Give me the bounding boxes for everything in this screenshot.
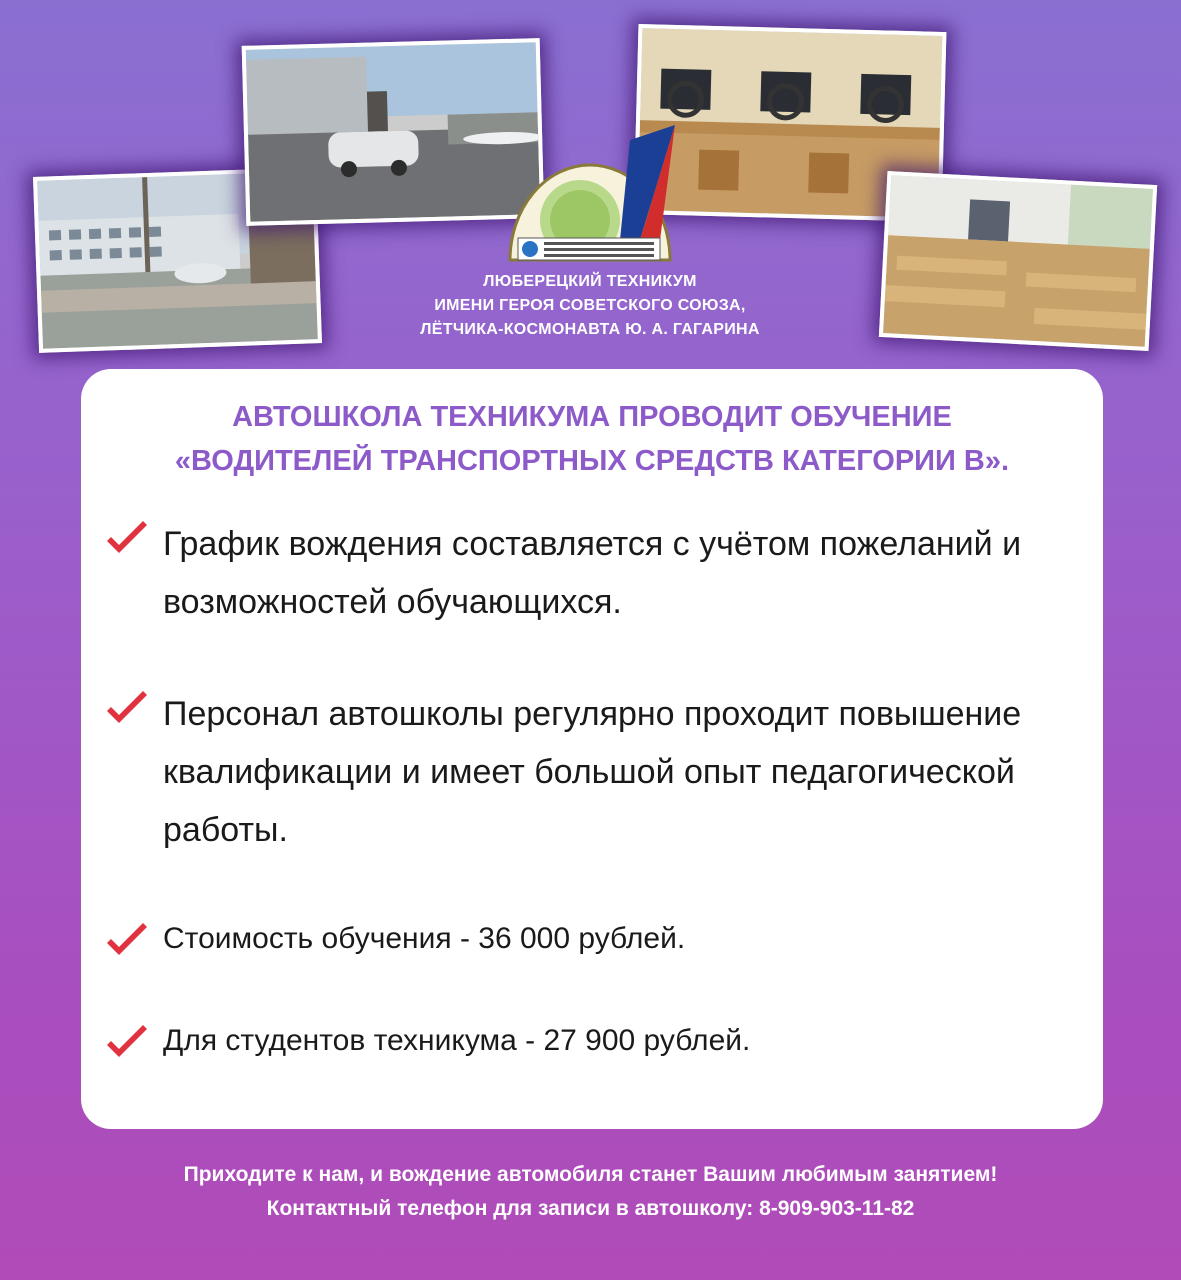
checkmark-icon bbox=[103, 921, 151, 963]
bullet-text bbox=[163, 685, 1083, 859]
parking-lot-car-photo bbox=[242, 38, 545, 226]
college-name-line: ЛЮБЕРЕЦКИЙ ТЕХНИКУМ bbox=[483, 273, 697, 290]
college-name-line: ИМЕНИ ГЕРОЯ СОВЕТСКОГО СОЮЗА, bbox=[434, 297, 746, 314]
college-name-line: ЛЁТЧИКА-КОСМОНАВТА Ю. А. ГАГАРИНА bbox=[420, 321, 760, 338]
card-heading-line: АВТОШКОЛА ТЕХНИКУМА ПРОВОДИТ ОБУЧЕНИЕ bbox=[232, 401, 952, 433]
card-heading-line: «ВОДИТЕЛЕЙ ТРАНСПОРТНЫХ СРЕДСТВ КАТЕГОРИИ В». bbox=[174, 445, 1010, 477]
bullet-text bbox=[163, 1019, 1083, 1063]
footer-contact-phone: Контактный телефон для записи в автошколу: 8-909-903-11-82 bbox=[266, 1197, 915, 1220]
footer bbox=[0, 1158, 1181, 1226]
bullet-line: Для студентов техникума - 27 900 рублей. bbox=[163, 1024, 751, 1057]
bullet-line: возможностей обучающихся. bbox=[163, 583, 622, 621]
college-name bbox=[330, 270, 850, 342]
bullet-text bbox=[163, 515, 1083, 631]
info-card bbox=[81, 369, 1103, 1129]
checkmark-icon bbox=[103, 689, 151, 731]
classroom-photo bbox=[879, 171, 1157, 351]
checkmark-icon bbox=[103, 519, 151, 561]
bullet-text bbox=[163, 917, 1083, 961]
college-emblem-icon bbox=[500, 120, 680, 270]
bullet-line: График вождения составляется с учётом пожеланий и bbox=[163, 525, 1022, 563]
checkmark-icon bbox=[103, 1023, 151, 1065]
bullet-line: Персонал автошколы регулярно проходит повышение bbox=[163, 695, 1022, 733]
bullet-line: квалификации и имеет большой опыт педагогической bbox=[163, 753, 1015, 791]
bullet-line: работы. bbox=[163, 811, 288, 849]
card-heading bbox=[81, 395, 1103, 483]
bullet-line: Стоимость обучения - 36 000 рублей. bbox=[163, 922, 686, 955]
footer-slogan: Приходите к нам, и вождение автомобиля станет Вашим любимым занятием! bbox=[183, 1163, 998, 1186]
